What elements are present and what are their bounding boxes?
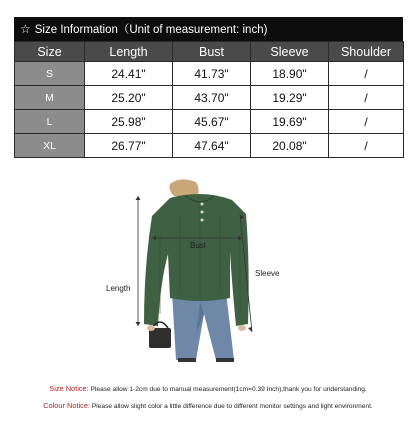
length-cell: 26.77" [85, 134, 173, 158]
table-row [15, 86, 404, 110]
sleeve-cell: 18.90" [251, 62, 329, 86]
shoulder-cell: / [329, 86, 404, 110]
garment-measurement-figure [100, 174, 300, 364]
sleeve-cell: 19.69" [251, 110, 329, 134]
size-notice-text: Please allow 1-2cm due to manual measurement(1cm=0.39 Inch),thank you for understanding. [88, 386, 367, 393]
table-row [15, 110, 404, 134]
column-header-size: Size [15, 42, 85, 62]
header-title: Size Information（Unit of measurement: inch) [34, 24, 268, 36]
shoulder-cell: / [329, 110, 404, 134]
length-cell: 25.98" [85, 110, 173, 134]
sleeve-cell: 19.29" [251, 86, 329, 110]
bust-cell: 41.73" [173, 62, 251, 86]
bust-cell: 47.64" [173, 134, 251, 158]
column-header-shoulder: Shoulder [329, 42, 404, 62]
sleeve-cell: 20.08" [251, 134, 329, 158]
size-chart-table [14, 41, 404, 158]
size-notice [0, 384, 416, 393]
table-row [15, 134, 404, 158]
size-notice-label: Size Notice: [49, 384, 89, 393]
column-header-length: Length [85, 42, 173, 62]
column-header-bust: Bust [173, 42, 251, 62]
shoulder-cell: / [329, 134, 404, 158]
bust-cell: 45.67" [173, 110, 251, 134]
bust-label: Bust [190, 241, 207, 250]
length-label: Length [106, 284, 131, 293]
star-outline-icon: ☆ [20, 22, 31, 36]
size-cell: L [15, 110, 85, 134]
bust-cell: 43.70" [173, 86, 251, 110]
size-information-header [14, 17, 403, 41]
length-cell: 25.20" [85, 86, 173, 110]
size-cell: S [15, 62, 85, 86]
table-row [15, 62, 404, 86]
colour-notice-label: Colour Notice: [43, 401, 91, 410]
colour-notice [0, 401, 416, 410]
table-header-row [15, 42, 404, 62]
sleeve-label: Sleeve [255, 269, 280, 278]
size-cell: XL [15, 134, 85, 158]
size-cell: M [15, 86, 85, 110]
shoulder-cell: / [329, 62, 404, 86]
length-cell: 24.41" [85, 62, 173, 86]
colour-notice-text: Please allow slight color a little difference due to different monitor settings and light environment. [90, 403, 373, 410]
column-header-sleeve: Sleeve [251, 42, 329, 62]
